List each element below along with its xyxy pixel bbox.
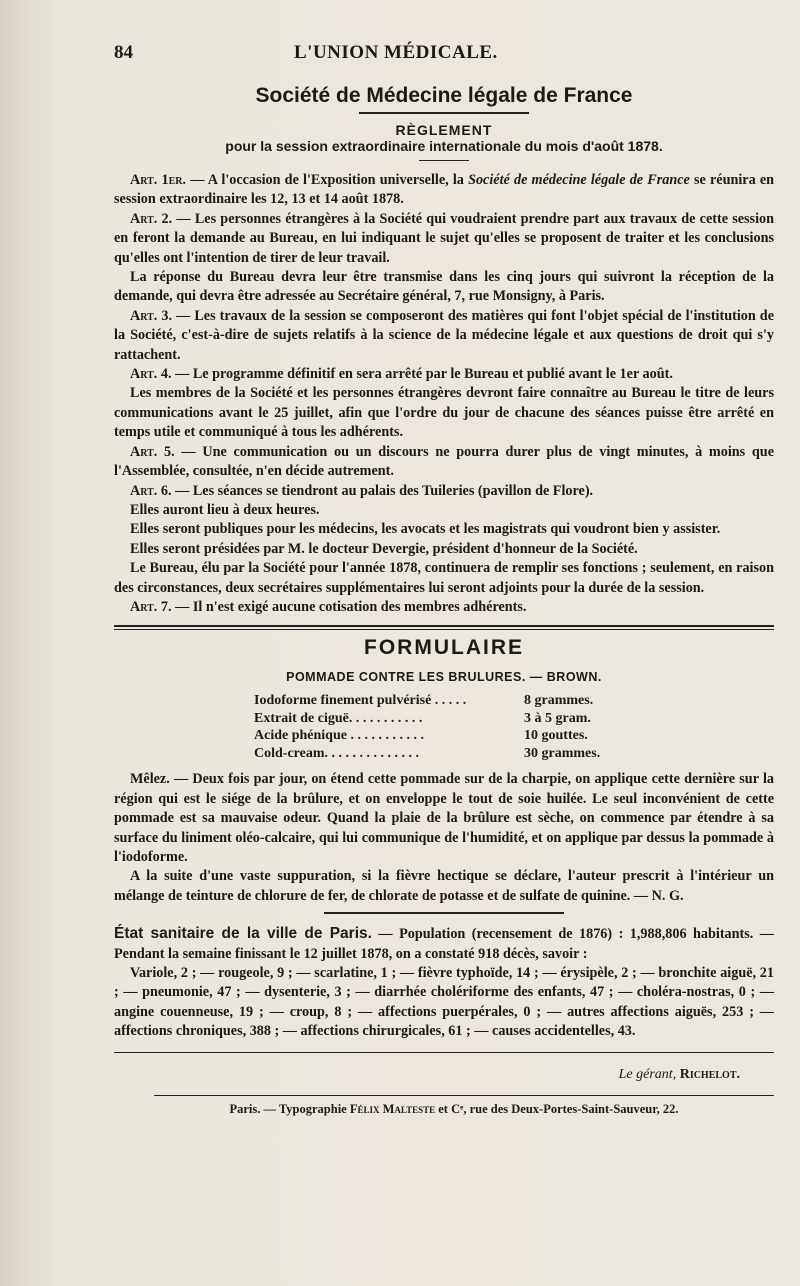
reglement-title: RÈGLEMENT (395, 122, 493, 138)
printer-name: Félix Malteste (349, 1101, 436, 1116)
gerant-line (114, 1067, 774, 1083)
article-1 (114, 171, 774, 210)
gerant-name: Richelot. (679, 1066, 740, 1082)
recipe-title: POMMADE CONTRE LES BRULURES. — BROWN. (286, 670, 602, 685)
ingredient-quantity: 30 grammes. (524, 745, 601, 761)
ingredient-row (254, 710, 774, 728)
ingredient-list (254, 692, 774, 762)
article-6-label: Art. 6. — (130, 482, 190, 499)
etat-sanitaire (114, 924, 774, 1041)
article-4 (114, 365, 774, 384)
article-5-label: Art. 5. — (130, 443, 196, 460)
recipe-note: A la suite d'une vaste suppuration, si la fièvre hectique se déclare, l'auteur prescrit à l'intérieur un mélange de teinture de chlorure de fer, de chlorate de potasse et de sulfate de quinine. — N. G. (114, 868, 774, 904)
article-5 (114, 443, 774, 482)
article-4-paragraph-2: Les membres de la Société et les personnes étrangères devront faire connaître au Bureau le titre de leurs communications avant le 25 juillet, afin que l'ordre du jour de chacune des séances puisse être arrêté en temps utile et communiqué à tous les adhérents. (114, 385, 774, 441)
article-2-text: Les personnes étrangères à la Société qui voudraient prendre part aux travaux de cette session en feront la demande au Bureau, en lui indiquant le sujet qu'elles se proposent de traiter et les conclusions qu'elles ont l'intention de tirer de leur travail. (114, 210, 774, 266)
ingredient-name: Acide phénique . . . . . . . . . . . (254, 728, 424, 744)
society-title: Société de Médecine légale de France (255, 84, 633, 107)
gerant-label: Le gérant, (618, 1066, 677, 1082)
etat-intro (114, 924, 774, 964)
etat-title: État sanitaire de la ville de Paris. (114, 925, 372, 943)
recipe-instructions: Mêlez. — Deux fois par jour, on étend cette pommade sur de la charpie, on applique cette dernière sur la région qui est le siége de la brûlure, et on enveloppe le tout de soie huilée. Le seul inconvénient de cette pommade est sa mauvaise odeur. Quand la plaie de la brûlure est sèche, on commence par étendre à sa surface du liniment oléo-calcaire, qui lui communique de l'humidité, et on applique par dessus la pommade à l'iodoforme. (114, 771, 774, 865)
article-3-text: Les travaux de la session se composeront des matières qui font l'objet spécial de l'institution de la Société, c'est-à-dire de sujets relatifs à la science de la médecine légale et aux questions de droit qui s'y rattachent. (114, 307, 774, 363)
article-4-text: Le programme définitif en sera arrêté par le Bureau et publié avant le 1er août. (192, 366, 673, 383)
page-number: 84 (114, 42, 133, 63)
reglement-subtitle: pour la session extraordinaire internationale du mois d'août 1878. (225, 138, 663, 154)
footer-rule (154, 1095, 774, 1096)
article-2 (114, 210, 774, 268)
article-6 (114, 482, 774, 501)
article-6-paragraph-4: Elles seront présidées par M. le docteur Devergie, président d'honneur de la Société. (130, 540, 638, 557)
formulaire-title: FORMULAIRE (364, 636, 524, 660)
journal-title: L'UNION MÉDICALE. (294, 42, 498, 63)
article-5-text: Une communication ou un discours ne pourra durer plus de vingt minutes, à moins que l'Assemblée, consultée, n'en décide autrement. (114, 443, 774, 480)
end-rule (114, 1052, 774, 1053)
article-2-label: Art. 2. — (130, 210, 191, 227)
ingredient-row (254, 745, 774, 763)
article-7-label: Art. 7. — (130, 598, 190, 615)
article-6-paragraph-2: Elles auront lieu à deux heures. (130, 501, 320, 518)
article-7 (114, 598, 774, 617)
article-6-text: Les séances se tiendront au palais des Tuileries (pavillon de Flore). (192, 482, 594, 499)
article-1-text-a: A l'occasion de l'Exposition universelle, la (207, 172, 464, 188)
article-7-text: Il n'est exigé aucune cotisation des membres adhérents. (192, 598, 527, 615)
ingredient-quantity: 3 à 5 gram. (524, 710, 591, 726)
article-6-paragraph-5: Le Bureau, élu par la Société pour l'année 1878, continuera de remplir ses fonctions ; seulement, en raison des circonstances, deux secrétaires supplémentaires lui seront adjoints pour la durée de la session. (114, 560, 774, 596)
section-divider (114, 625, 774, 630)
ingredient-row (254, 727, 774, 745)
title-rule (359, 112, 529, 114)
article-1-italic: Société de médecine légale de France (468, 172, 690, 188)
ingredient-quantity: 10 gouttes. (524, 728, 588, 744)
ingredient-row (254, 692, 774, 710)
article-3 (114, 307, 774, 365)
etat-details: Variole, 2 ; — rougeole, 9 ; — scarlatine, 1 ; — fièvre typhoïde, 14 ; — érysipèle, 2 ; — bronchite aiguë, 21 ; — pneumonie, 47 ; — dysenterie, 3 ; — diarrhée cholériforme des enfants, 47 ; — choléra-nostras, 0 ; — angine couenneuse, 19 ; — croup, 8 ; — affections puerpérales, 0 ; — autres affections aiguës, 253 ; — affections chroniques, 388 ; — affections chirurgicales, 61 ; — causes accidentelles, 43. (114, 965, 774, 1040)
printer-text-a: Paris. — Typographie (229, 1101, 347, 1116)
ingredient-name: Iodoforme finement pulvérisé . . . . . (254, 693, 467, 709)
running-head (114, 42, 774, 72)
etat-text: — Population (recensement de 1876) : 1,988,806 habitants. — Pendant la semaine finissant le 12 juillet 1878, on a constaté 918 décès, savoir : (114, 926, 774, 962)
ingredient-quantity: 8 grammes. (524, 693, 594, 709)
ingredient-name: Cold-cream. . . . . . . . . . . . . . (254, 745, 419, 761)
article-3-label: Art. 3. — (130, 307, 191, 324)
article-4-label: Art. 4. — (130, 366, 190, 383)
etat-rule (324, 912, 564, 914)
ingredient-name: Extrait de ciguë. . . . . . . . . . . (254, 710, 423, 726)
article-list (114, 171, 774, 617)
printer-text-b: et Cᵉ, rue des Deux-Portes-Saint-Sauveur, 22. (438, 1101, 679, 1116)
article-6-paragraph-3: Elles seront publiques pour les médecins, les avocats et les magistrats qui voudront bien y assister. (130, 521, 721, 538)
article-1-text-b: se réunira en session extraordinaire les 12, 13 et 14 août 1878. (114, 172, 775, 208)
article-1-label: Art. 1er. — (130, 172, 205, 188)
printer-line (114, 1102, 774, 1117)
article-2-paragraph-2: La réponse du Bureau devra leur être transmise dans les cinq jours qui suivront la réception de la demande, qui devra être adressée au Secrétaire général, 7, rue Monsigny, à Paris. (114, 269, 774, 305)
subtitle-rule (419, 160, 469, 161)
